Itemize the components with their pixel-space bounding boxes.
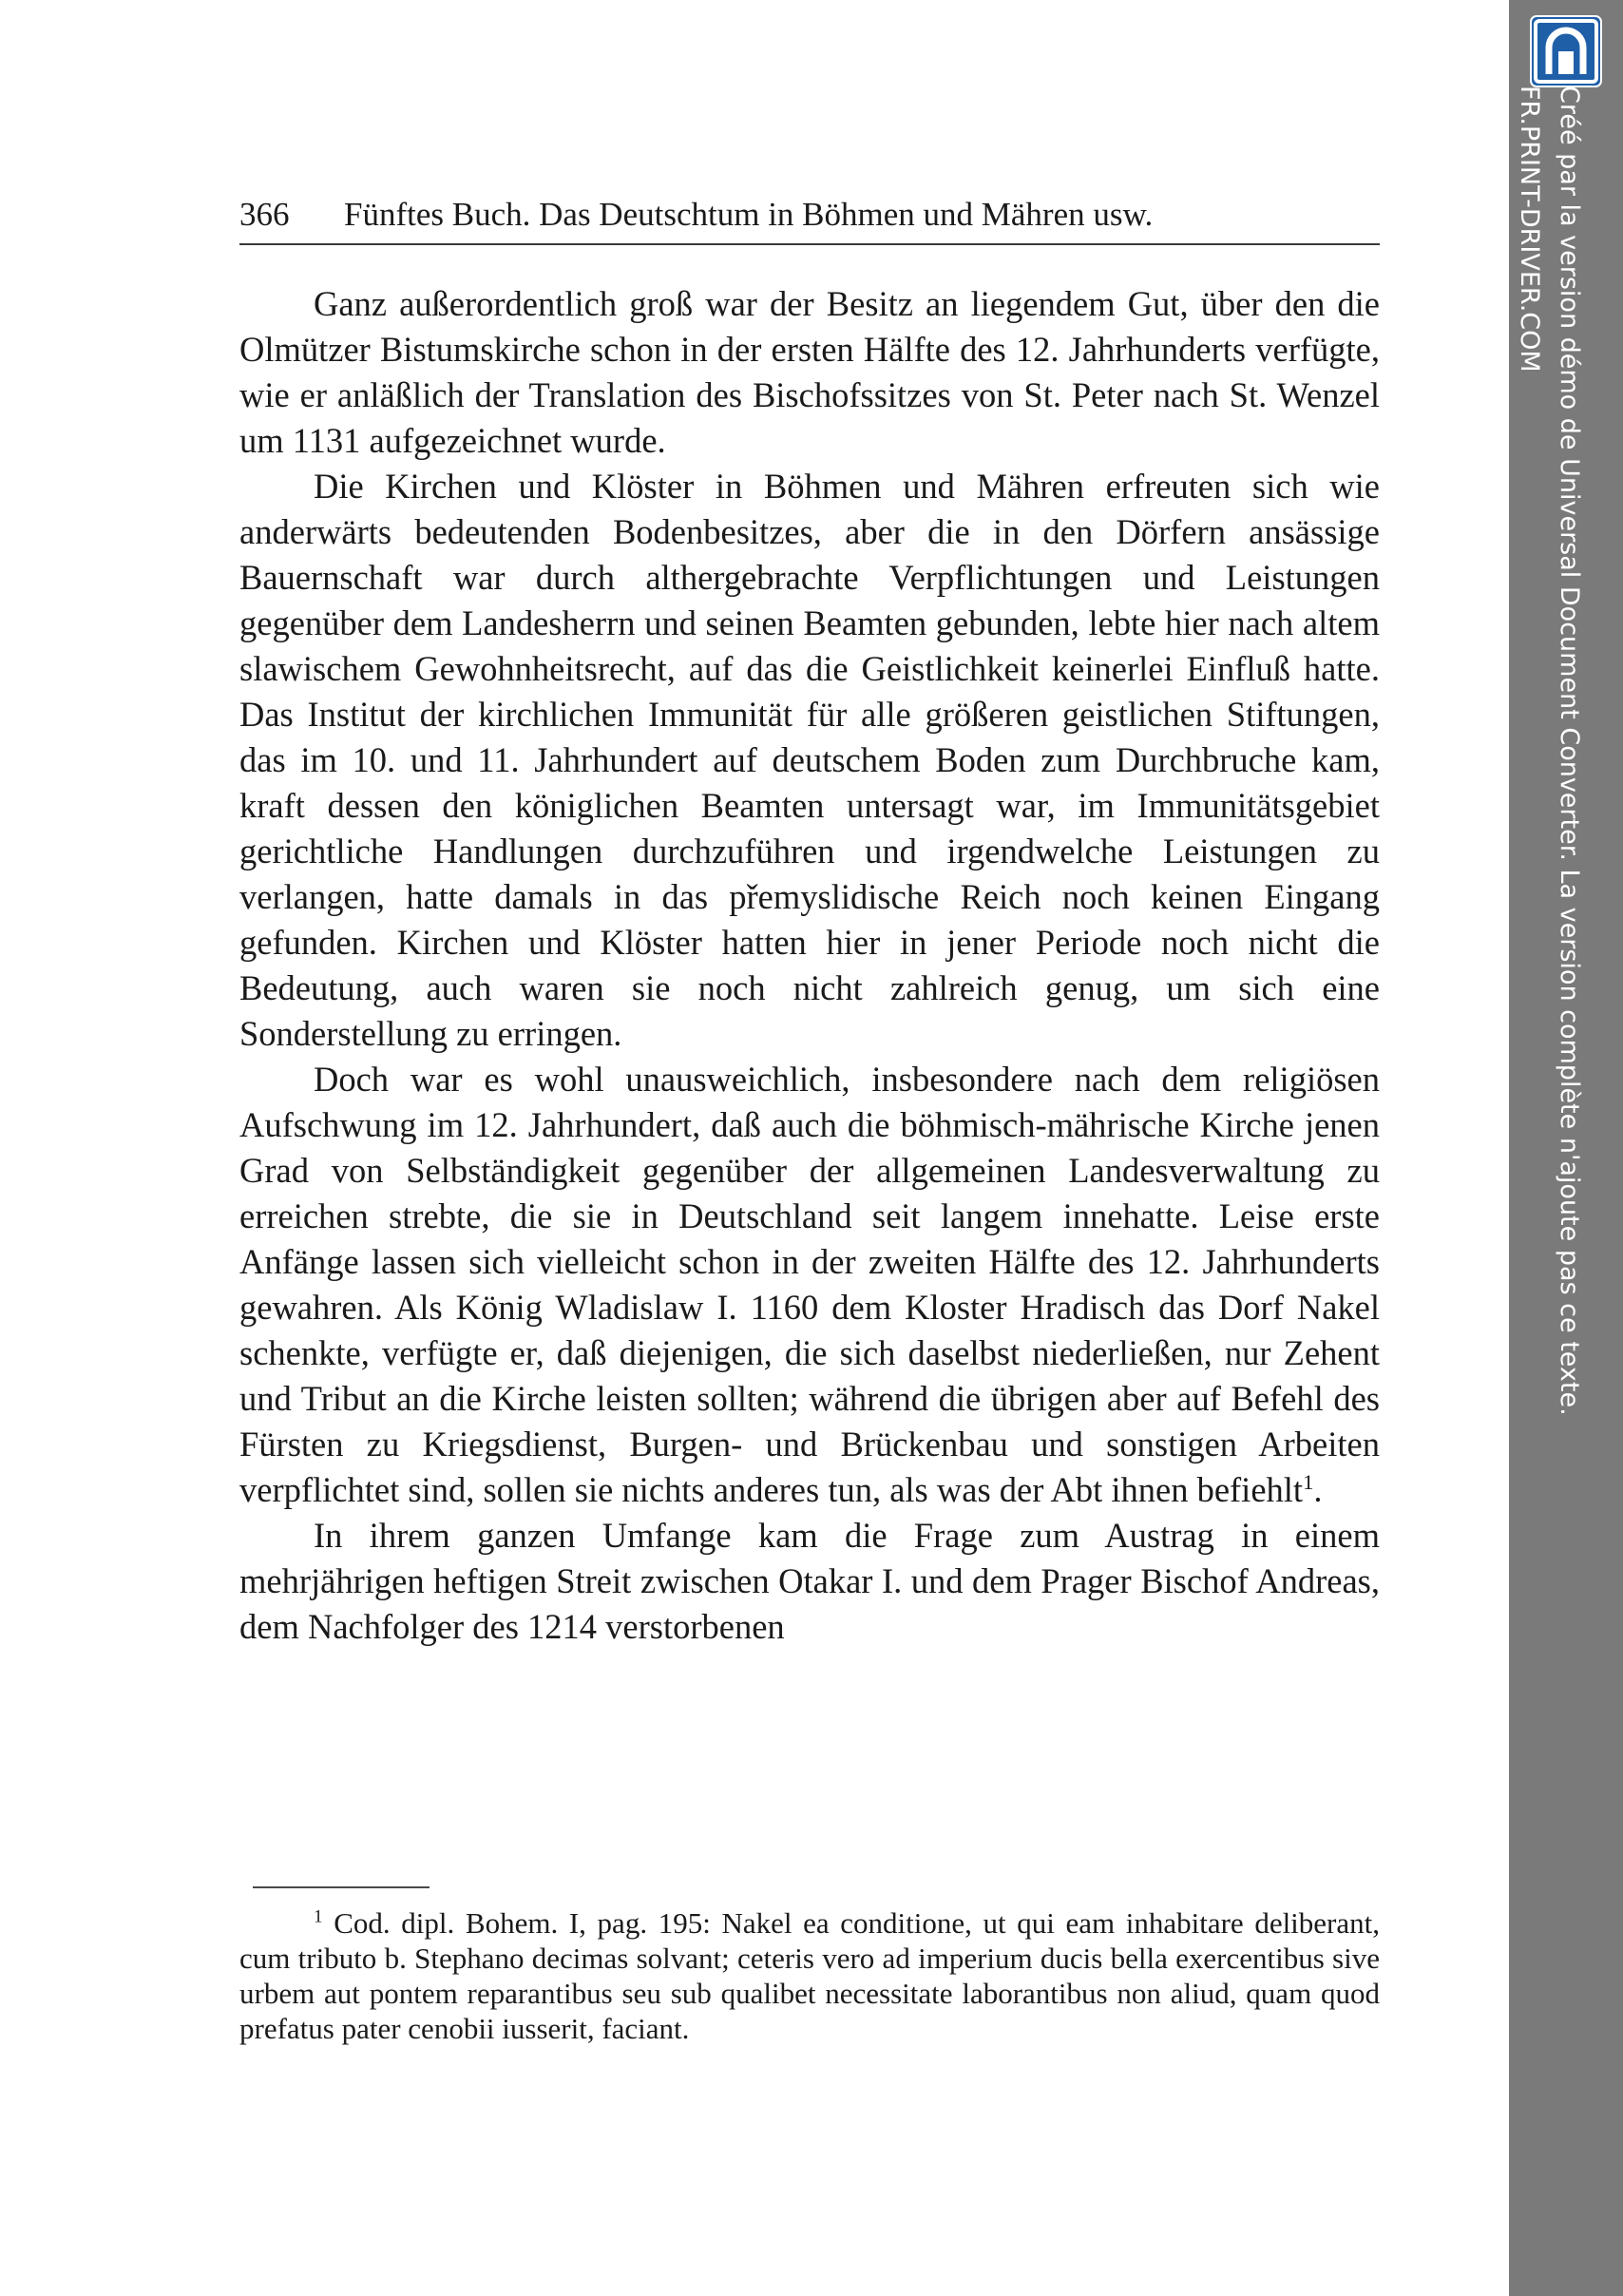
paragraph-3: Doch war es wohl unausweichlich, insbesondere nach dem religiösen Aufschwung im 12. Jahrhundert, daß auch die böhmisch-mährische Kirche jenen Grad von Selbständigkeit gegenüber der allgemeinen Landesverwaltung zu erreichen strebte, die sie in Deutschland seit langem innehatte. Leise erste Anfänge lassen sich vielleicht schon in der zweiten Hälfte des 12. Jahrhunderts gewahren. Als König Wladislaw I. 1160 dem Kloster Hradisch das Dorf Nakel schenkte, verfügte er, daß diejenigen, die sich daselbst niederließen, nur Zehent und Tribut an die Kirche leisten sollten; während die übrigen aber auf Befehl des Fürsten zu Kriegsdienst, Burgen- und Brückenbau und sonstigen Arbeiten verpflichtet sind, sollen sie nichts anderes tun, als was der Abt ihnen befiehlt$^1$.: [239, 1060, 1380, 1509]
footnote-rule: [253, 1886, 430, 1888]
paragraph-2: Die Kirchen und Klöster in Böhmen und Mähren erfreuten sich wie anderwärts bedeutenden Bodenbesitzes, aber die in den Dörfern ansässige Bauernschaft war durch althergebrachte Verpflichtungen und Leistungen gegenüber dem Landesherrn und seinen Beamten gebunden, lebte hier nach altem slawischem Gewohnheitsrecht, auf das die Geistlichkeit keinerlei Einfluß hatte. Das Institut der kirchlichen Immunität für alle größeren geistlichen Stiftungen, das im 10. und 11. Jahrhundert auf deutschem Boden zum Durchbruche kam, kraft dessen den königlichen Beamten untersagt war, im Immunitätsgebiet gerichtliche Handlungen durchzuführen und irgendwelche Leistungen zu verlangen, hatte damals in das přemyslidische Reich noch keinen Eingang gefunden. Kirchen und Klöster hatten hier in jener Periode noch nicht die Bedeutung, auch waren sie noch nicht zahlreich genug, um sich eine Sonderstellung zu erringen.: [239, 467, 1380, 1053]
watermark-line-2: FR.PRINT-DRIVER.COM: [1515, 86, 1544, 373]
footnotes: [239, 1905, 1380, 2046]
footnote-text: Cod. dipl. Bohem. I, pag. 195: Nakel ea conditione, ut qui eam inhabitare deliberant, cum tributo b. Stephano decimas solvant; ceteris vero ad imperium ducis bella exercentibus sive urbem aut pontem reparantibus seu sub qualibet necessitate laborantibus non aliud, quam quod prefatus pater cenobii iusserit, faciant.: [239, 1906, 1381, 2045]
page-number: 366: [239, 196, 290, 233]
body-text: [239, 281, 1380, 1650]
footnote-marker: 1: [314, 1906, 323, 1927]
paragraph-1: Ganz außerordentlich groß war der Besitz an liegendem Gut, über den die Olmützer Bistumskirche schon in der ersten Hälfte des 12. Jahrhunderts verfügte, wie er anläßlich der Translation des Bischofssitzes von St. Peter nach St. Wenzel um 1131 aufgezeichnet wurde.: [239, 284, 1380, 460]
running-title: Fünftes Buch. Das Deutschtum in Böhmen und Mähren usw.: [344, 196, 1154, 233]
paragraph-4: In ihrem ganzen Umfange kam die Frage zum Austrag in einem mehrjährigen heftigen Streit zwischen Otakar I. und dem Prager Bischof Andreas, dem Nachfolger des 1214 verstorbenen: [239, 1516, 1380, 1646]
printer-driver-logo-icon: [1530, 15, 1602, 87]
paragraph-3-text: Doch war es wohl unausweichlich, insbesondere nach dem religiösen Aufschwung im 12. Jahrhundert, daß auch die böhmisch-mährische Kirche jenen Grad von Selbständigkeit gegenüber der allgemeinen Landesverwaltung zu erreichen strebte, die sie in Deutschland seit langem innehatte. Leise erste Anfänge lassen sich vielleicht schon in der zweiten Hälfte des 12. Jahrhunderts gewahren. Als König Wladislaw I. 1160 dem Kloster Hradisch das Dorf Nakel schenkte, verfügte er, daß diejenigen, die sich daselbst niederließen, nur Zehent und Tribut an die Kirche leisten sollten; während die übrigen aber auf Befehl des Fürsten zu Kriegsdienst, Burgen- und Brückenbau und sonstigen Arbeiten verpflichtet sind, sollen sie nichts anderes tun, als was der Abt ihnen befiehlt: [239, 1060, 1380, 1509]
running-header: [239, 192, 1380, 238]
watermark-strip: [1509, 0, 1623, 2296]
watermark-line-1: Créé par la version démo de Universal Document Converter. La version complète n'ajoute pas ce texte.: [1555, 86, 1584, 1416]
header-rule: [239, 243, 1380, 245]
footnote-reference: 1: [1303, 1469, 1314, 1494]
footnote-1: [239, 1905, 1380, 2046]
